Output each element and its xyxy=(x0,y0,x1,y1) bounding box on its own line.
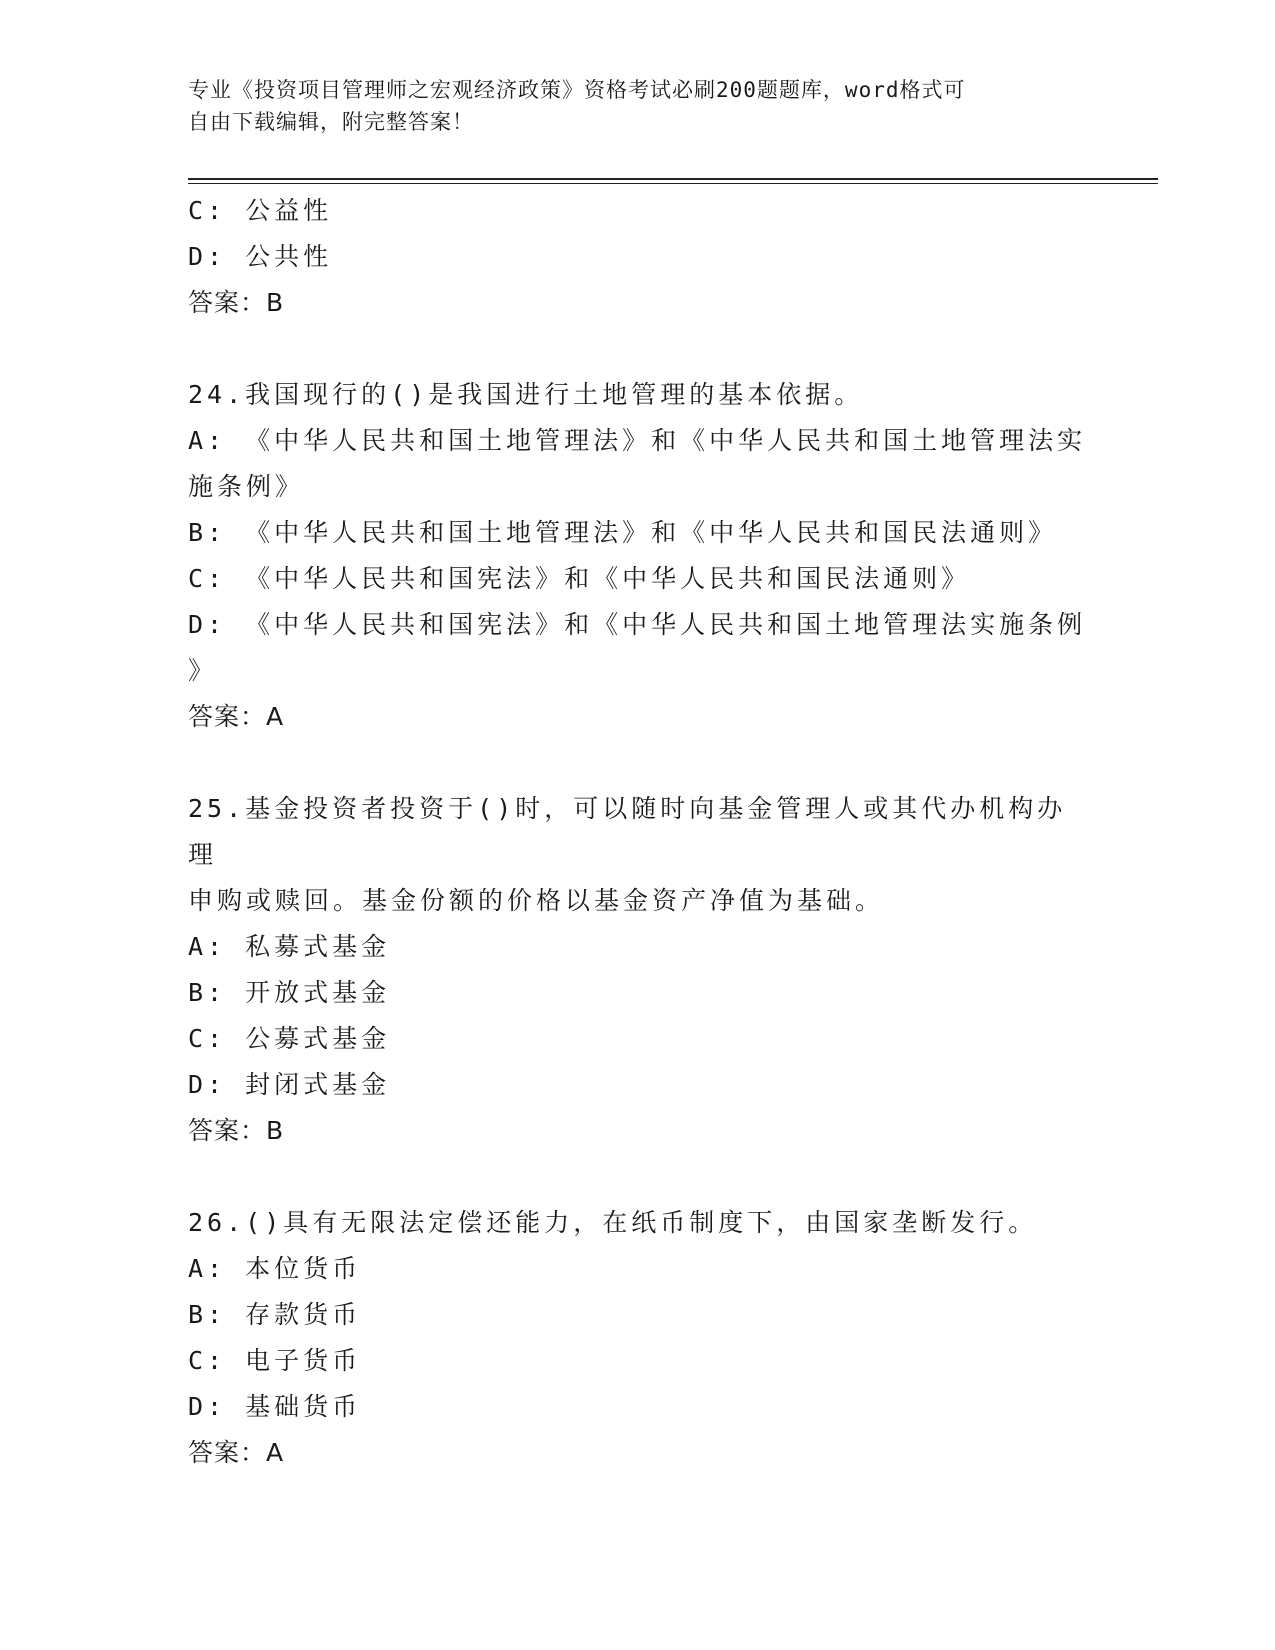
answer-line: 答案：B xyxy=(188,1116,285,1145)
option-c: C: 电子货币 xyxy=(188,1346,362,1375)
option-c: C: 公益性 xyxy=(188,196,333,225)
answer-line: 答案：A xyxy=(188,702,285,731)
document-header xyxy=(188,74,1088,138)
question-text: 25.基金投资者投资于()时，可以随时向基金管理人或其代办机构办理 xyxy=(188,794,1067,869)
header-line-1: 专业《投资项目管理师之宏观经济政策》资格考试必刷200题题库，word格式可 xyxy=(188,78,966,102)
question-26 xyxy=(188,1200,1088,1476)
spacer xyxy=(188,1154,1088,1200)
spacer xyxy=(188,326,1088,372)
answer-line: 答案：B xyxy=(188,288,285,317)
spacer xyxy=(188,740,1088,786)
header-divider-thin xyxy=(188,183,1158,184)
option-c: C: 《中华人民共和国宪法》和《中华人民共和国民法通则》 xyxy=(188,564,971,593)
question-text: 24.我国现行的()是我国进行土地管理的基本依据。 xyxy=(188,380,864,409)
option-c: C: 公募式基金 xyxy=(188,1024,391,1053)
option-b: B: 开放式基金 xyxy=(188,978,391,1007)
option-a: A: 《中华人民共和国土地管理法》和《中华人民共和国土地管理法实 xyxy=(188,426,1087,455)
option-d: D: 基础货币 xyxy=(188,1392,362,1421)
document-body xyxy=(188,188,1088,1476)
option-d: D: 公共性 xyxy=(188,242,333,271)
answer-line: 答案：A xyxy=(188,1438,285,1467)
question-text: 26.()具有无限法定偿还能力，在纸币制度下，由国家垄断发行。 xyxy=(188,1208,1038,1237)
option-d: D: 封闭式基金 xyxy=(188,1070,391,1099)
question-25 xyxy=(188,786,1088,1154)
option-a: A: 私募式基金 xyxy=(188,932,391,961)
header-divider-thick xyxy=(188,178,1158,180)
option-b: B: 《中华人民共和国土地管理法》和《中华人民共和国民法通则》 xyxy=(188,518,1058,547)
question-23-tail xyxy=(188,188,1088,326)
option-d-continued: 》 xyxy=(188,656,218,685)
question-text-continued: 申购或赎回。基金份额的价格以基金资产净值为基础。 xyxy=(188,886,885,915)
header-line-2: 自由下载编辑，附完整答案！ xyxy=(188,110,474,134)
question-24 xyxy=(188,372,1088,740)
option-a-continued: 施条例》 xyxy=(188,472,305,501)
option-d: D: 《中华人民共和国宪法》和《中华人民共和国土地管理法实施条例 xyxy=(188,610,1087,639)
option-a: A: 本位货币 xyxy=(188,1254,362,1283)
option-b: B: 存款货币 xyxy=(188,1300,362,1329)
